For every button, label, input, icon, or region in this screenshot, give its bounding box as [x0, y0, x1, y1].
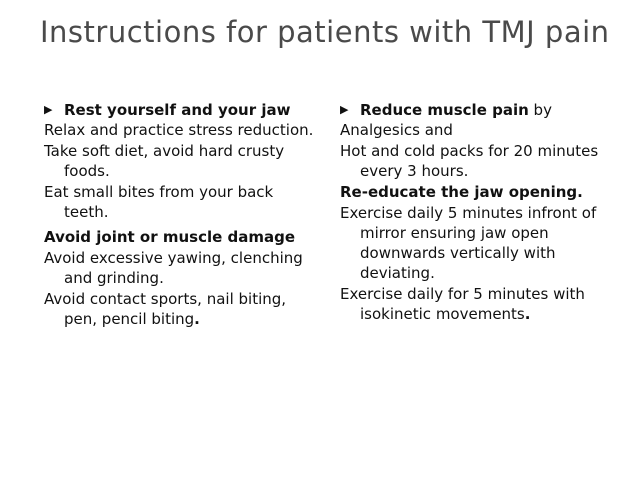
left-line-relax: Relax and practice stress reduction. [44, 121, 314, 139]
left-column [44, 100, 322, 330]
bullet-arrow-icon: ▶ [44, 103, 53, 116]
slide-title: Instructions for patients with TMJ pain [40, 15, 610, 49]
contact-sports-text: Avoid contact sports, nail biting, pen, pencil biting [44, 290, 287, 328]
heading-reeducate-jaw: Re-educate the jaw opening. [340, 183, 583, 201]
right-line-packs: Hot and cold packs for 20 minutes every 3 hours. [340, 142, 599, 180]
end-period: . [524, 305, 531, 323]
left-line-contact-sports [44, 289, 322, 329]
left-line-yawing: Avoid excessive yawing, clenching and grinding. [44, 249, 303, 287]
end-period: . [194, 310, 200, 328]
left-heading-rest [44, 100, 322, 120]
bullet-arrow-icon: ▶ [340, 103, 349, 116]
heading-rest-jaw: Rest yourself and your jaw [64, 101, 291, 119]
right-line-exercise-isokinetic [340, 284, 630, 324]
heading-reduce-pain [360, 100, 552, 120]
right-line-exercise-mirror: Exercise daily 5 minutes infront of mirror ensuring jaw open downwards vertically with deviating. [340, 204, 597, 282]
heading-reduce-rest: by [528, 101, 552, 119]
right-line-analgesics: Analgesics and [340, 121, 453, 139]
heading-reduce-bold: Reduce muscle pain [360, 101, 529, 119]
left-line-small-bites: Eat small bites from your back teeth. [44, 183, 274, 221]
isokinetic-text: Exercise daily for 5 minutes with isokinetic movements [340, 285, 585, 323]
left-line-soft-diet: Take soft diet, avoid hard crusty foods. [44, 142, 285, 180]
right-column [340, 100, 630, 325]
heading-avoid-damage: Avoid joint or muscle damage [44, 228, 296, 246]
right-heading-reduce [340, 100, 630, 120]
